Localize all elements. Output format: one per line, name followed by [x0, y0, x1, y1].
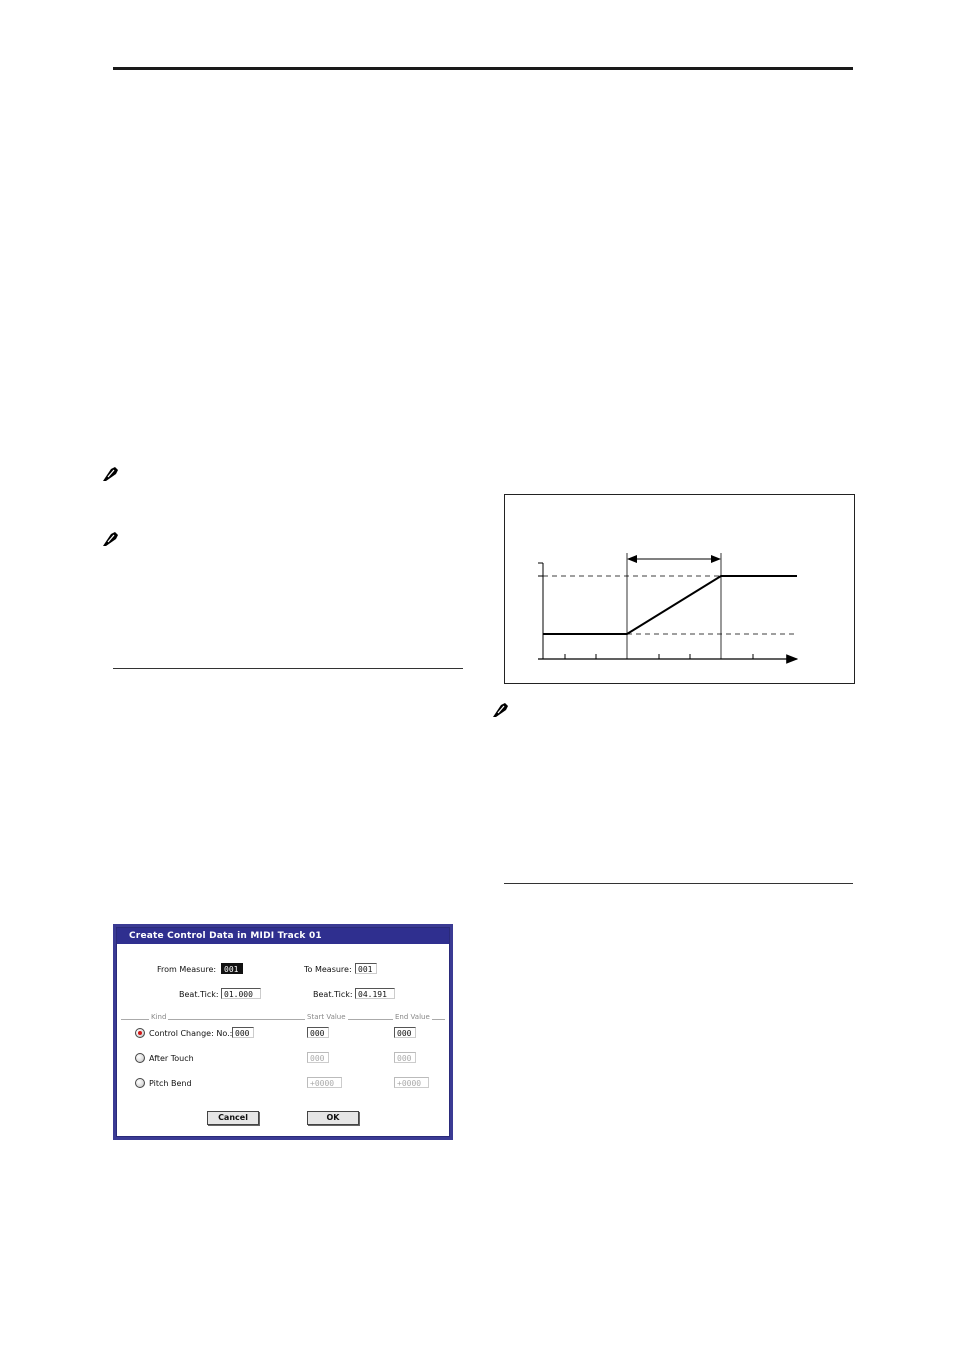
- caution-pen-icon: [492, 702, 510, 718]
- beat-tick-from-field[interactable]: 01.000: [221, 988, 261, 999]
- section-rule: [113, 668, 463, 669]
- beat-tick-to-label: Beat.Tick:: [313, 990, 353, 999]
- kind-group-label: Kind: [151, 1013, 167, 1021]
- control-change-label: Control Change: No.:: [149, 1029, 233, 1038]
- to-measure-field[interactable]: 001: [355, 963, 377, 974]
- at-start-value-field[interactable]: 000: [307, 1052, 329, 1063]
- pb-end-value-field[interactable]: +0000: [394, 1077, 429, 1088]
- cc-end-value-field[interactable]: 000: [394, 1027, 416, 1038]
- cancel-button[interactable]: Cancel: [207, 1111, 259, 1125]
- beat-tick-from-label: Beat.Tick:: [179, 990, 219, 999]
- section-rule: [504, 883, 853, 884]
- at-end-value-field[interactable]: 000: [394, 1052, 416, 1063]
- after-touch-label: After Touch: [149, 1054, 194, 1063]
- control-change-radio[interactable]: [135, 1028, 145, 1038]
- start-value-group-label: Start Value: [307, 1013, 346, 1021]
- control-ramp-diagram: [504, 494, 855, 684]
- header-rule: [113, 67, 853, 70]
- ok-button[interactable]: OK: [307, 1111, 359, 1125]
- from-measure-label: From Measure:: [157, 965, 217, 974]
- control-curve: [543, 576, 797, 634]
- dialog-body: [116, 927, 450, 1137]
- after-touch-radio[interactable]: [135, 1053, 145, 1063]
- beat-tick-to-field[interactable]: 04.191: [355, 988, 395, 999]
- from-measure-field[interactable]: 001: [221, 963, 243, 974]
- caution-pen-icon: [102, 466, 120, 482]
- create-control-data-dialog: [113, 924, 453, 1140]
- end-value-group-label: End Value: [395, 1013, 430, 1021]
- caution-pen-icon: [102, 531, 120, 547]
- cc-number-field[interactable]: 000: [232, 1027, 254, 1038]
- dialog-title: Create Control Data in MIDI Track 01: [117, 928, 449, 944]
- to-measure-label: To Measure:: [304, 965, 352, 974]
- pitch-bend-label: Pitch Bend: [149, 1079, 192, 1088]
- pitch-bend-radio[interactable]: [135, 1078, 145, 1088]
- cc-start-value-field[interactable]: 000: [307, 1027, 329, 1038]
- pb-start-value-field[interactable]: +0000: [307, 1077, 342, 1088]
